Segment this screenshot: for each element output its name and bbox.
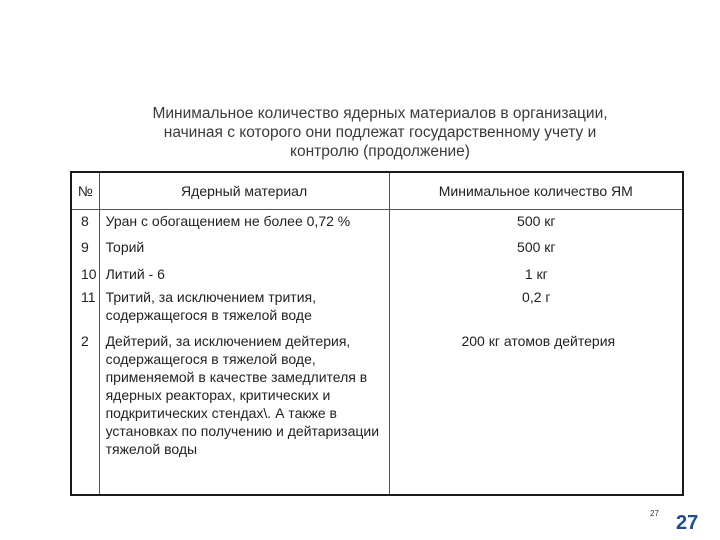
cell-number: 2 bbox=[81, 333, 89, 349]
cell-number: 11 bbox=[81, 289, 96, 305]
cell-material: Уран с обогащением не более 0,72 % bbox=[99, 210, 389, 237]
table-row bbox=[71, 210, 683, 237]
cell-number: 8 bbox=[81, 213, 89, 229]
title-line-1: Минимальное количество ядерных материалов в организации, bbox=[152, 105, 608, 122]
header-number: № bbox=[71, 172, 99, 210]
header-material: Ядерный материал bbox=[99, 172, 389, 210]
table-row bbox=[71, 286, 683, 330]
header-quantity: Минимальное количество ЯМ bbox=[389, 172, 683, 210]
cell-quantity: 0,2 г bbox=[389, 286, 683, 330]
cell-number: 10 bbox=[81, 266, 97, 282]
cell-material: Дейтерий, за исключением дейтерия, содержащегося в тяжелой воде, применяемой в качестве замедлителя в ядерных реакторах, критических и подкритических стендах\. А также в установках по получению и дейтаризации тяжелой воды bbox=[99, 330, 389, 495]
table-row bbox=[71, 330, 683, 495]
table-row bbox=[71, 262, 683, 286]
title-line-2: начиная с которого они подлежат государственному учету и bbox=[163, 124, 597, 141]
cell-material: Торий bbox=[99, 236, 389, 262]
table-row bbox=[71, 236, 683, 262]
cell-quantity: 1 кг bbox=[389, 262, 683, 286]
cell-number: 9 bbox=[81, 239, 89, 255]
cell-quantity: 500 кг bbox=[389, 210, 683, 237]
nuclear-materials-table bbox=[70, 171, 684, 496]
cell-quantity: 500 кг bbox=[389, 236, 683, 262]
page-number: 27 bbox=[676, 512, 699, 534]
page-number-small: 27 bbox=[650, 509, 659, 518]
cell-material: Тритий, за исключением трития, содержащегося в тяжелой воде bbox=[99, 286, 389, 330]
cell-quantity: 200 кг атомов дейтерия bbox=[389, 330, 683, 495]
title-line-3: контролю (продолжение) bbox=[290, 143, 470, 160]
page-title bbox=[60, 104, 700, 161]
table-header-row bbox=[71, 172, 683, 210]
cell-material: Литий - 6 bbox=[99, 262, 389, 286]
